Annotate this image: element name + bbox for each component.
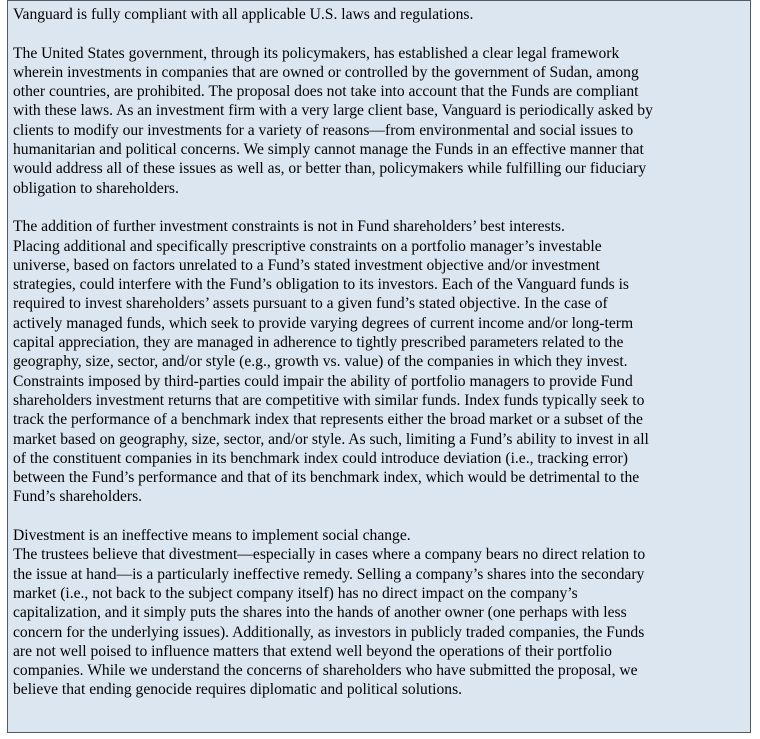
paragraph-legal-framework: The United States government, through its policymakers, has established a clear legal framework wherein investments in companies that are owned or controlled by the government of Sudan, among other countries, are prohibited. The proposal does not take into account that the Funds are compliant with these laws. As an investment firm with a very large client base, Vanguard is periodically asked by clients to modify our investments for a variety of reasons—from environmental and social issues to humanitarian and political concerns. We simply cannot manage the Funds in an effective manner that would address all of these issues as well as, or better than, policymakers while fulfilling our fiduciary obligation to shareholders. <box>13 44 653 197</box>
paragraph-spacer <box>13 198 742 217</box>
paragraph-spacer <box>13 507 742 526</box>
paragraph-investment-constraints: The addition of further investment constraints is not in Fund shareholders’ best interests. Placing additional and specifically prescriptive constraints on a portfolio manager’s investable universe, based on factors unrelated to a Fund’s stated investment objective and/or investment strategies, could interfere with the Fund’s obligation to its investors. Each of the Vanguard funds is required to invest shareholders’ assets pursuant to a given fund’s stated objective. In the case of actively managed funds, which seek to provide varying degrees of current income and/or long-term capital appreciation, they are managed in adherence to tightly prescribed parameters related to the geography, size, sector, and/or style (e.g., growth vs. value) of the companies in which they invest. Constraints imposed by third-parties could impair the ability of portfolio managers to provide Fund shareholders investment returns that are competitive with similar funds. Index funds typically seek to track the performance of a benchmark index that represents either the broad market or a subset of the market based on geography, size, sector, and/or style. As such, limiting a Fund’s ability to invest in all of the constituent companies in its benchmark index could introduce deviation (i.e., tracking error) between the Fund’s performance and that of its benchmark index, which would be detrimental to the Fund’s shareholders. <box>13 218 649 506</box>
paragraph-spacer <box>13 24 742 43</box>
paragraph-compliance-statement: Vanguard is fully compliant with all applicable U.S. laws and regulations. <box>13 6 474 23</box>
paragraph-divestment: Divestment is an ineffective means to implement social change. The trustees believe that divestment—especially in cases where a company bears no direct relation to the issue at hand—is a particularly ineffective remedy. Selling a company’s shares into the secondary market (i.e., not back to the subject company itself) has no direct impact on the company’s capitalization, and it simply puts the shares into the hands of another owner (one perhaps with less concern for the underlying issues). Additionally, as investors in publicly traded companies, the Funds are not well poised to influence matters that extend well beyond the operations of their portfolio companies. While we understand the concerns of shareholders who have submitted the proposal, we believe that ending genocide requires diplomatic and political solutions. <box>13 527 646 699</box>
document-text-box <box>7 0 751 733</box>
